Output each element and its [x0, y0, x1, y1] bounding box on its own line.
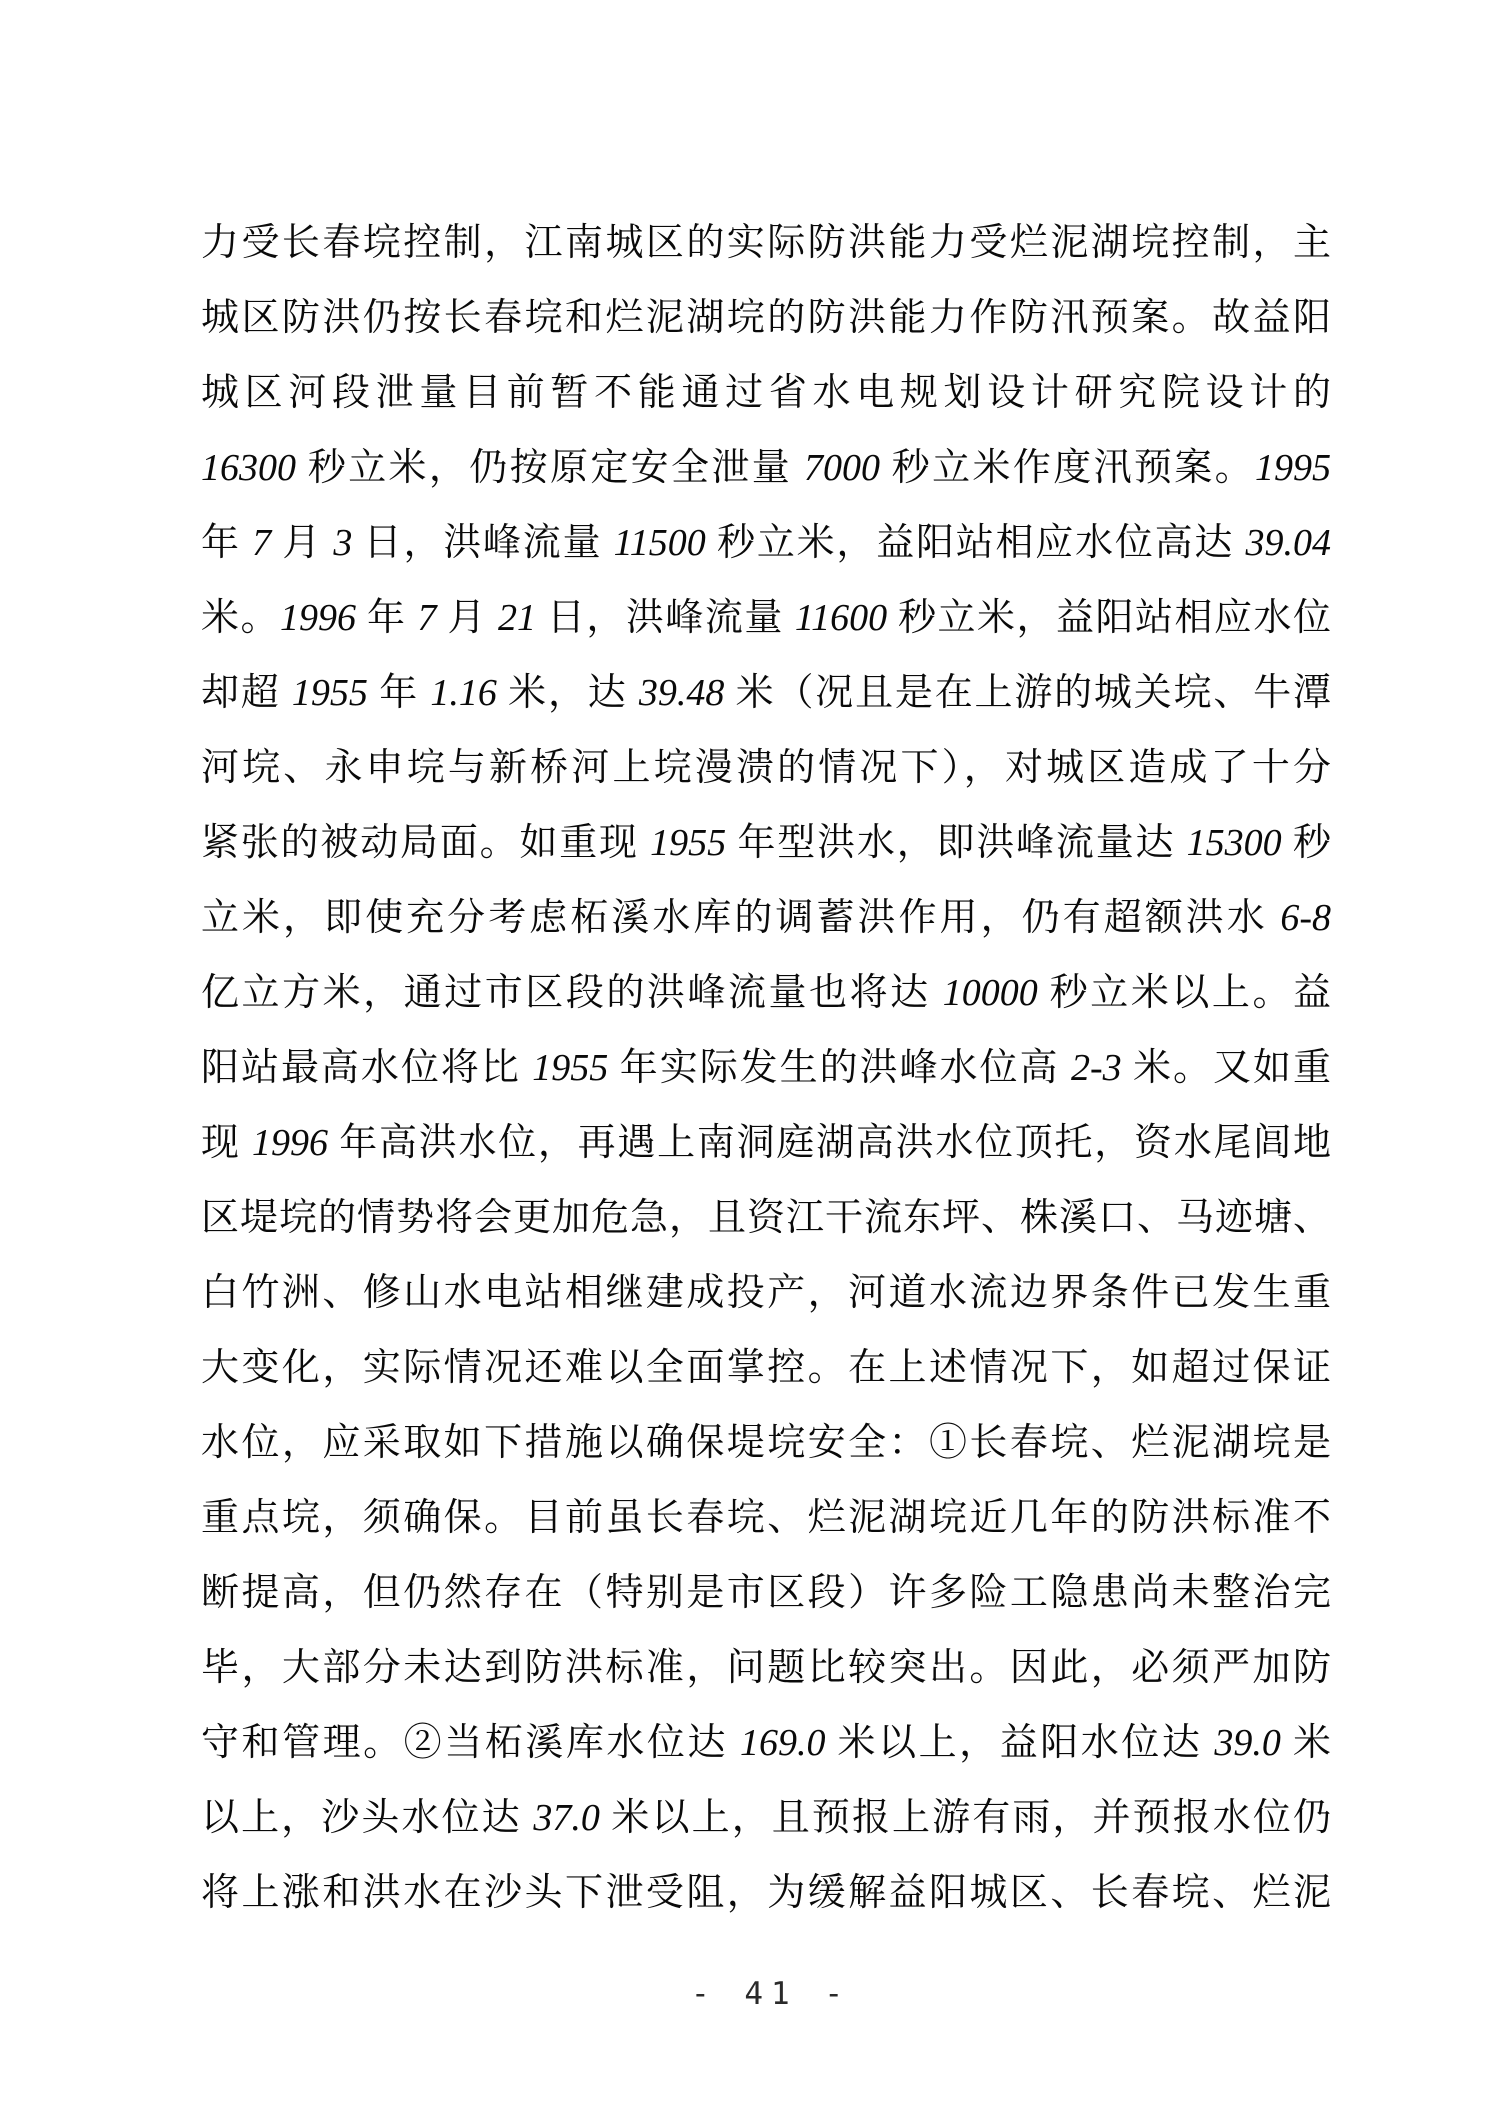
text-line — [201, 356, 1331, 431]
text-segment: 将上涨和洪水在沙头下泄受阻，为缓解益阳城区、长春垸、烂泥 — [201, 1872, 1331, 1914]
text-segment: 年型洪水，即洪峰流量达 — [726, 822, 1187, 864]
text-line — [201, 281, 1331, 356]
text-segment: 米。 — [201, 597, 280, 639]
body-text — [201, 206, 1331, 1931]
text-segment: 重点垸，须确保。目前虽长春垸、烂泥湖垸近几年的防洪标准不 — [201, 1497, 1331, 1539]
text-segment: 大变化，实际情况还难以全面掌控。在上述情况下，如超过保证 — [201, 1347, 1331, 1389]
text-segment: 月 — [436, 597, 498, 639]
text-segment: 却超 — [201, 672, 292, 714]
numeric-segment: 1995 — [1254, 447, 1331, 489]
numeric-segment: 169.0 — [740, 1722, 826, 1764]
text-line — [201, 1331, 1331, 1406]
text-line — [201, 1556, 1331, 1631]
text-segment: 秒立米，益阳站相应水位 — [887, 597, 1331, 639]
numeric-segment: 2-3 — [1070, 1047, 1122, 1089]
text-line — [201, 656, 1331, 731]
text-line — [201, 1181, 1331, 1256]
page-number: - 41 - — [691, 1976, 851, 2012]
numeric-segment: 1955 — [291, 672, 368, 714]
page-footer — [0, 1976, 1488, 2012]
text-segment: 秒立米，仍按原定安全泄量 — [296, 447, 804, 489]
numeric-segment: 7 — [417, 597, 437, 639]
text-segment: 年实际发生的洪峰水位高 — [608, 1047, 1071, 1089]
text-segment: 城区河段泄量目前暂不能通过省水电规划设计研究院设计的 — [201, 372, 1331, 414]
text-segment: 日，洪峰流量 — [352, 522, 614, 564]
text-segment: 年 — [355, 597, 418, 639]
text-segment: 秒立米作度汛预案。 — [879, 447, 1255, 489]
numeric-segment: 10000 — [942, 972, 1038, 1014]
text-segment: 紧张的被动局面。如重现 — [201, 822, 651, 864]
text-segment: 力受长春垸控制，江南城区的实际防洪能力受烂泥湖垸控制，主 — [201, 222, 1331, 264]
text-segment: 守和管理。②当柘溪库水位达 — [201, 1722, 741, 1764]
text-segment: 米以上，益阳水位达 — [825, 1722, 1215, 1764]
text-segment: 秒立米以上。益 — [1037, 972, 1331, 1014]
numeric-segment: 37.0 — [533, 1797, 600, 1839]
text-segment: 日，洪峰流量 — [535, 597, 795, 639]
text-line — [201, 206, 1331, 281]
text-line — [201, 956, 1331, 1031]
numeric-segment: 7000 — [803, 447, 880, 489]
text-line — [201, 581, 1331, 656]
numeric-segment: 39.04 — [1245, 522, 1331, 564]
text-line — [201, 1406, 1331, 1481]
text-segment: 阳站最高水位将比 — [201, 1047, 533, 1089]
text-segment: 月 — [271, 522, 334, 564]
text-segment: 亿立方米，通过市区段的洪峰流量也将达 — [201, 972, 943, 1014]
numeric-segment: 39.48 — [638, 672, 725, 714]
numeric-segment: 1.16 — [430, 672, 497, 714]
text-line — [201, 731, 1331, 806]
text-line — [201, 1256, 1331, 1331]
text-line — [201, 1106, 1331, 1181]
text-segment: 米 — [1280, 1722, 1331, 1764]
text-segment: 米（况且是在上游的城关垸、牛潭 — [724, 672, 1331, 714]
text-segment: 毕，大部分未达到防洪标准，问题比较突出。因此，必须严加防 — [201, 1647, 1331, 1689]
numeric-segment: 1996 — [279, 597, 356, 639]
text-segment: 白竹洲、修山水电站相继建成投产，河道水流边界条件已发生重 — [201, 1272, 1331, 1314]
text-line — [201, 1856, 1331, 1931]
text-segment: 城区防洪仍按长春垸和烂泥湖垸的防洪能力作防汛预案。故益阳 — [201, 297, 1331, 339]
text-line — [201, 431, 1331, 506]
numeric-segment: 21 — [497, 597, 536, 639]
numeric-segment: 11600 — [794, 597, 888, 639]
text-segment: 秒 — [1281, 822, 1331, 864]
text-line — [201, 1631, 1331, 1706]
numeric-segment: 15300 — [1186, 822, 1282, 864]
text-line — [201, 1481, 1331, 1556]
numeric-segment: 39.0 — [1214, 1722, 1281, 1764]
text-line — [201, 1706, 1331, 1781]
numeric-segment: 3 — [333, 522, 353, 564]
text-segment: 断提高，但仍然存在（特别是市区段）许多险工隐患尚未整治完 — [201, 1572, 1331, 1614]
numeric-segment: 7 — [252, 522, 272, 564]
text-segment: 年高洪水位，再遇上南洞庭湖高洪水位顶托，资水尾闾地 — [327, 1122, 1331, 1164]
numeric-segment: 1955 — [650, 822, 727, 864]
text-line — [201, 1781, 1331, 1856]
text-segment: 以上，沙头水位达 — [201, 1797, 534, 1839]
text-line — [201, 806, 1331, 881]
text-segment: 现 — [201, 1122, 252, 1164]
numeric-segment: 1996 — [251, 1122, 328, 1164]
numeric-segment: 11500 — [613, 522, 706, 564]
text-segment: 米，达 — [496, 672, 639, 714]
text-segment: 河垸、永申垸与新桥河上垸漫溃的情况下），对城区造成了十分 — [201, 747, 1331, 789]
text-line — [201, 1031, 1331, 1106]
text-segment: 年 — [367, 672, 431, 714]
text-segment: 米以上，且预报上游有雨，并预报水位仍 — [599, 1797, 1331, 1839]
numeric-segment: 1955 — [532, 1047, 609, 1089]
text-segment: 立米，即使充分考虑柘溪水库的调蓄洪作用，仍有超额洪水 — [201, 897, 1281, 939]
text-line — [201, 506, 1331, 581]
text-line — [201, 881, 1331, 956]
text-segment: 水位，应采取如下措施以确保堤垸安全：①长春垸、烂泥湖垸是 — [201, 1422, 1331, 1464]
text-segment: 秒立米，益阳站相应水位高达 — [705, 522, 1246, 564]
text-segment: 年 — [201, 522, 253, 564]
numeric-segment: 16300 — [201, 447, 296, 489]
numeric-segment: 6-8 — [1280, 897, 1331, 939]
text-segment: 米。又如重 — [1121, 1047, 1331, 1089]
text-segment: 区堤垸的情势将会更加危急，且资江干流东坪、株溪口、马迹塘、 — [201, 1197, 1331, 1239]
